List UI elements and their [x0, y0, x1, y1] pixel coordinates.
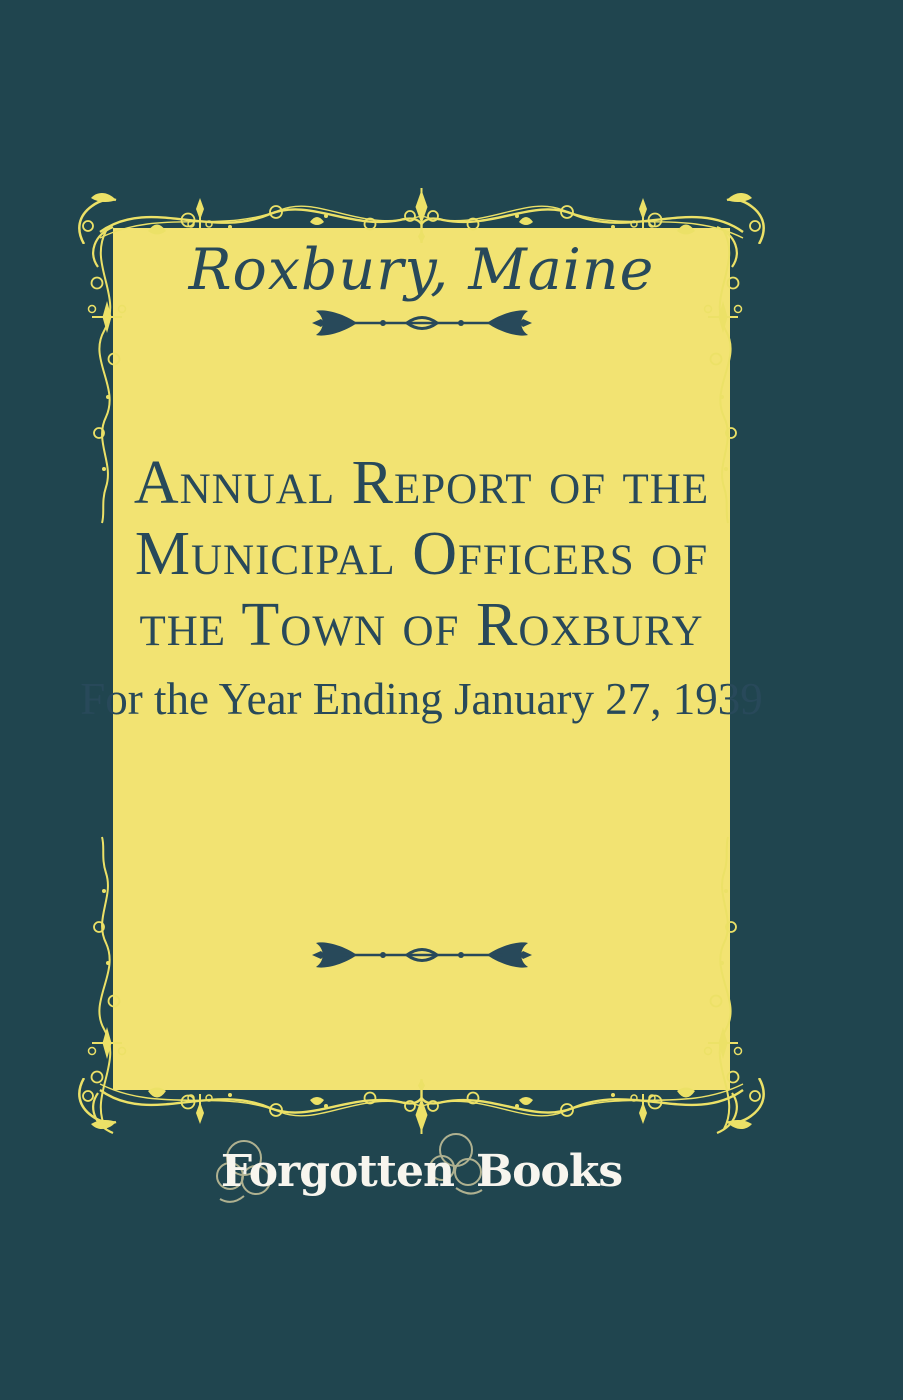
logo-word-books: Books	[475, 1146, 623, 1197]
author-name: Roxbury, Maine	[188, 237, 655, 303]
book-subtitle: For the Year Ending January 27, 1939	[80, 674, 763, 724]
book-title-line-1: Annual Report of the	[133, 449, 710, 517]
logo-word-forgotten: Forgotten	[220, 1146, 454, 1197]
book-title-line-2: Municipal Officers of	[134, 520, 709, 588]
ornamental-divider-bottom-icon	[311, 940, 533, 970]
book-title-line-3: the Town of Roxbury	[139, 591, 704, 659]
ornamental-divider-top-icon	[311, 308, 533, 338]
book-title	[63, 448, 780, 661]
publisher-logo	[113, 1146, 730, 1242]
cover-content	[80, 0, 763, 1400]
